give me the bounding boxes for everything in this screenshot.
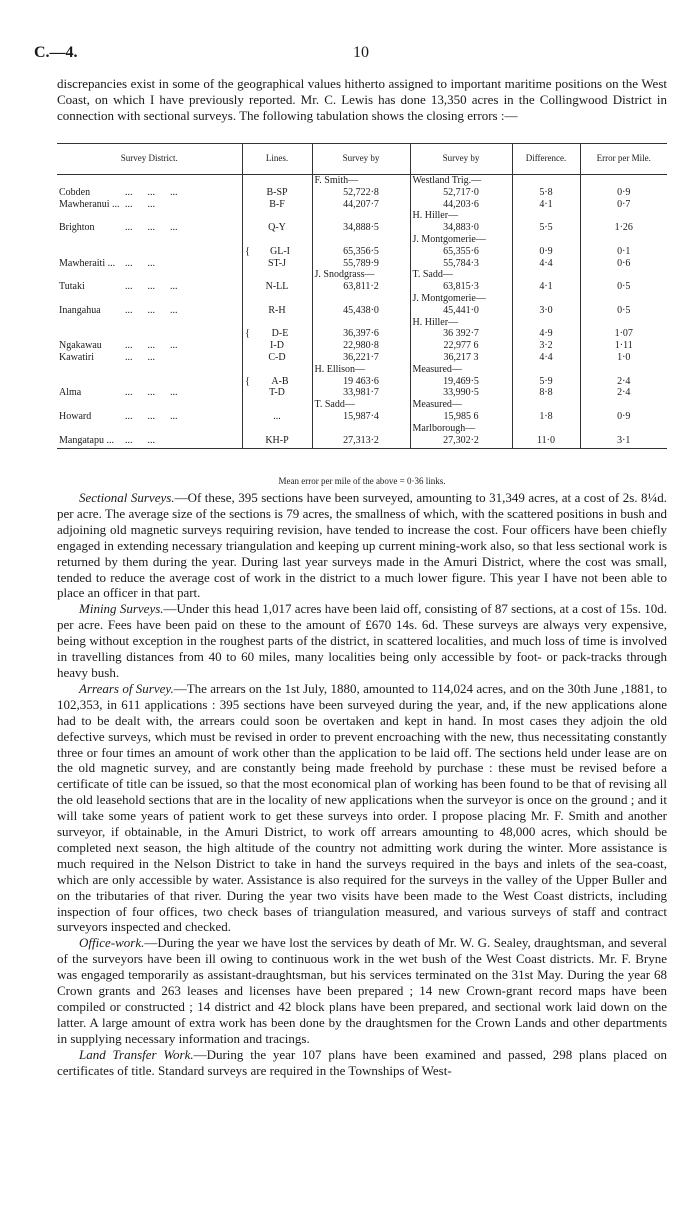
cell-value: 55,789·9 — [343, 257, 379, 269]
cell-value: 36 392·7 — [443, 328, 479, 340]
surveyor-name: F. Smith— — [314, 175, 359, 186]
error-per-mile-cell — [580, 175, 667, 211]
cell-value: 5·9 — [539, 375, 553, 387]
cell-value: 34,883·0 — [443, 222, 479, 234]
cell-value: 4·4 — [539, 351, 553, 363]
survey-by-2-cell — [410, 317, 512, 364]
table-row — [57, 364, 667, 399]
surveyor-name: Measured— — [412, 363, 462, 375]
district-name: Alma — [59, 387, 82, 399]
cell-value: 0·9 — [539, 245, 553, 257]
header-error-per-mile: Error per Mile. — [580, 144, 667, 175]
district-cell — [57, 269, 242, 293]
survey-by-2-cell — [410, 175, 512, 211]
district-cell — [57, 399, 242, 423]
leader-dots: ... ... ... — [125, 304, 178, 316]
survey-by-1-cell — [312, 234, 410, 269]
difference-cell — [512, 175, 580, 211]
cell-value: 0·7 — [617, 198, 631, 210]
survey-by-2-cell — [410, 399, 512, 423]
error-per-mile-cell — [580, 234, 667, 269]
cell-value: 44,203·6 — [443, 198, 479, 210]
error-per-mile-cell — [580, 317, 667, 364]
cell-value: 27,313·2 — [343, 434, 379, 446]
district-name: Mawheraiti ... — [59, 257, 116, 269]
cell-value: 5·8 — [539, 186, 553, 198]
cell-value: 22,980·8 — [343, 340, 379, 352]
surveyor-name: T. Sadd— — [412, 269, 453, 281]
surveyor-name: Marlborough— — [412, 422, 476, 434]
cell-value: 4·9 — [539, 328, 553, 340]
survey-by-1-cell — [312, 317, 410, 364]
cell-value: 22,977 6 — [443, 340, 479, 352]
surveyor-name: Measured— — [412, 399, 462, 411]
survey-by-1-cell — [312, 399, 410, 423]
error-per-mile-cell — [580, 293, 667, 317]
leader-dots: ... ... — [125, 434, 155, 446]
paragraph-text: —Under this head 1,017 acres have been laid off, consisting of 87 sections, at a cost of 15s. 10d. per acre. Fees have been paid on these to the amount of £670 14s. 6d. These surveys are always very expensive, being without exception in the roughest parts of the district, in scattered localities, and much loss of time is involved in travelling distances from 40 to 60 miles, many localities being only accessible by foot- or pack-tracks through heavy bush. — [57, 601, 668, 680]
surveyor-name: H. Ellison— — [314, 363, 366, 375]
brace-mark: { — [245, 245, 250, 257]
lines-cell — [242, 317, 312, 364]
district-name: Kawatiri — [59, 351, 94, 363]
cell-value: 63,815·3 — [443, 281, 479, 293]
leader-dots: ... ... ... — [125, 340, 178, 352]
cell-value: 0·1 — [617, 245, 631, 257]
table-header-row — [57, 144, 667, 175]
header-survey-by-1: Survey by — [312, 144, 410, 175]
cell-value: 55,784·3 — [443, 257, 479, 269]
survey-by-1-cell — [312, 423, 410, 449]
table-row — [57, 234, 667, 269]
surveyor-name: H. Hiller— — [412, 210, 459, 222]
cell-value: 65,355·6 — [443, 245, 479, 257]
survey-by-2-cell — [410, 293, 512, 317]
table-row — [57, 317, 667, 364]
cell-value: Q-Y — [268, 222, 286, 234]
body-paragraph — [57, 601, 667, 681]
difference-cell — [512, 423, 580, 449]
cell-value: 8·8 — [539, 387, 553, 399]
difference-cell — [512, 317, 580, 364]
surveyor-name: J. Montgomerie— — [412, 233, 486, 245]
body-paragraph — [57, 490, 667, 601]
header-difference: Difference. — [512, 144, 580, 175]
cell-value: 0·5 — [617, 281, 631, 293]
cell-value: 4·4 — [539, 257, 553, 269]
cell-value: 5·5 — [539, 222, 553, 234]
district-name: Mawheranui ... — [59, 198, 120, 210]
survey-by-1-cell — [312, 175, 410, 211]
difference-cell — [512, 269, 580, 293]
cell-value: 2·4 — [617, 375, 631, 387]
table-row — [57, 175, 667, 211]
paragraph-heading: Sectional Surveys. — [79, 490, 175, 505]
error-per-mile-cell — [580, 399, 667, 423]
cell-value: 0·9 — [617, 186, 631, 198]
district-cell — [57, 210, 242, 234]
lines-cell — [242, 423, 312, 449]
cell-value: 3·1 — [617, 434, 631, 446]
cell-value: 1·8 — [539, 410, 553, 422]
cell-value: 4·1 — [539, 198, 553, 210]
brace-mark: { — [245, 375, 250, 387]
cell-value: 34,888·5 — [343, 222, 379, 234]
leader-dots: ... ... ... — [125, 410, 178, 422]
district-name: Cobden — [59, 186, 91, 198]
district-name: Ngakawau — [59, 340, 102, 352]
page-header — [34, 0, 667, 61]
district-name: Tutaki — [59, 281, 85, 293]
district-cell — [57, 293, 242, 317]
paragraph-heading: Office-work. — [79, 935, 145, 951]
document-code: C.—4. — [34, 44, 78, 61]
header-survey-district: Survey District. — [57, 144, 242, 175]
table-row — [57, 293, 667, 317]
cell-value: 19 463·6 — [343, 375, 379, 387]
cell-value: 0·9 — [617, 410, 631, 422]
paragraph-text: —Of these, 395 sections have been surveyed, amounting to 31,349 acres, at a cost of 2s. 8¼d. per acre. The average size of the sections is 79 acres, the smallness of which, with the scattered positions in bush and adjoining old magnetic surveys requiring revision, have tended to increase the cost. Four officers have been chiefly engaged in extending necessary triangulation and keeping up current mining-work also, so that less sectional work is returned by them during the year. During last year surveys made in the Amuri District, where the cost was small, tended to reduce the average cost of work in the district to a much lower figure. This year I have not been able to place an officer in that part. — [57, 490, 667, 601]
body-paragraph — [57, 935, 667, 1046]
district-name: Howard — [59, 410, 92, 422]
surveyor-name: Westland Trig.— — [412, 175, 482, 186]
error-per-mile-cell — [580, 364, 667, 399]
survey-by-1-cell — [312, 210, 410, 234]
district-cell — [57, 364, 242, 399]
lines-cell — [242, 210, 312, 234]
district-name: Inangahua — [59, 304, 101, 316]
cell-value: B-SP — [266, 186, 288, 198]
leader-dots: ... ... ... — [125, 186, 178, 198]
lines-cell — [242, 175, 312, 211]
surveyor-name: H. Hiller— — [412, 316, 459, 328]
survey-by-2-cell — [410, 210, 512, 234]
difference-cell — [512, 364, 580, 399]
cell-value: 15,987·4 — [343, 410, 379, 422]
table-row — [57, 399, 667, 423]
header-survey-by-2: Survey by — [410, 144, 512, 175]
survey-by-2-cell — [410, 423, 512, 449]
table-row — [57, 423, 667, 449]
cell-value: 65,356·5 — [343, 245, 379, 257]
cell-value: 19,469·5 — [443, 375, 479, 387]
survey-by-2-cell — [410, 234, 512, 269]
cell-value: ... — [273, 410, 281, 422]
lines-cell — [242, 234, 312, 269]
cell-value: KH-P — [265, 434, 289, 446]
cell-value: 3·0 — [539, 304, 553, 316]
cell-value: 1·26 — [614, 222, 633, 234]
cell-value: ST-J — [268, 257, 286, 269]
leader-dots: ... ... — [125, 257, 155, 269]
cell-value: I-D — [270, 340, 284, 352]
paragraph-heading: Land Transfer Work. — [79, 1046, 194, 1062]
mean-error-note: Mean error per mile of the above = 0·36 links. — [278, 476, 446, 486]
cell-value: 36,217 3 — [443, 351, 479, 363]
cell-value: D-E — [271, 328, 289, 340]
district-cell — [57, 317, 242, 364]
district-cell — [57, 423, 242, 449]
paragraph-text: —During the year we have lost the services by death of Mr. W. G. Sealey, draughtsman, and several of the surveyors have been ill owing to continuous work in the wet bush of the West Coast districts. Mr. F. Bryne was engaged temporarily as assistant-draughtsman, but his services terminated on the 31st May. During the year 68 Crown grants and 263 leases and licenses have been prepared ; 14 new Crown-grant record maps have been compiled or constructed ; 14 district and 42 block plans have been prepared, and sectional work laid down on the latter. A large amount of extra work has been done by the draughtsmen for the Crown Lands and other departments in supplying necessary information and tracings. — [57, 935, 667, 1046]
paragraph-heading: Mining Surveys. — [79, 601, 164, 617]
cell-value: 0·6 — [617, 257, 631, 269]
document-page — [34, 0, 668, 1078]
cell-value: 3·2 — [539, 340, 553, 352]
cell-value: 2·4 — [617, 387, 631, 399]
error-per-mile-cell — [580, 423, 667, 449]
cell-value: 44,207·7 — [343, 198, 379, 210]
cell-value: 45,441·0 — [443, 304, 479, 316]
lines-cell — [242, 364, 312, 399]
difference-cell — [512, 234, 580, 269]
leader-dots: ... ... ... — [125, 222, 178, 234]
district-name: Brighton — [59, 222, 95, 234]
paragraph-text: —The arrears on the 1st July, 1880, amounted to 114,024 acres, and on the 30th June ,1881, to 102,353, in 611 applications : 395 sections have been surveyed during the year, and, if the new applications alone had to be dealt with, the arrears could soon be overtaken and kept in hand. In most cases they adjoin the old defective surveys, which must be revised in order to prevent encroaching with the new, thus necessitating constantly three or four times an amount of work other than the application to be laid off. The sections held under lease are on the old magnetic survey, and are constantly being made freehold by purchase : these must be revised before a certificate of title can be issued, so that the most economical plan of working has been found to be that of revising all the old leasehold sections that are in the locality of new applications when the surveyor is once on the ground ; and it will take some years of patient work to get these surveys into order. I propose placing Mr. F. Smith and another surveyor, if obtainable, in the Amuri District, to work off arrears amounting to 48,000 acres, which should be completed next season, the high altitude of the country not admitting work during the winter. More assistance is much required in the Nelson District to take in hand the surveys required in the bays and inlets of the sea-coast, which are only accessible by water. Assistance is also required for the surveys in the valley of the Upper Buller and on the tributaries of that river. During the year two visits have been made to the West Coast districts, including inspection of four offices, two check bases of triangulation measured, and various surveys of staff and contract surveyors inspected and checked. — [57, 680, 667, 935]
page-number: 10 — [353, 44, 369, 61]
cell-value: A-B — [271, 375, 289, 387]
surveyor-name: J. Snodgrass— — [314, 269, 375, 281]
body-text — [57, 490, 667, 1079]
paragraph-heading: Arrears of Survey. — [79, 680, 174, 696]
cell-value: 63,811·2 — [343, 281, 379, 293]
surveyor-name: J. Montgomerie— — [412, 292, 486, 304]
body-paragraph — [57, 1047, 667, 1079]
leader-dots: ... ... — [125, 198, 155, 210]
cell-value: C-D — [268, 351, 286, 363]
lines-cell — [242, 293, 312, 317]
cell-value: 45,438·0 — [343, 304, 379, 316]
district-cell — [57, 175, 242, 211]
error-per-mile-cell — [580, 269, 667, 293]
cell-value: 4·1 — [539, 281, 553, 293]
cell-value: 15,985 6 — [443, 410, 479, 422]
cell-value: 36,221·7 — [343, 351, 379, 363]
cell-value: 33,981·7 — [343, 387, 379, 399]
header-lines: Lines. — [242, 144, 312, 175]
cell-value: N-LL — [265, 281, 289, 293]
difference-cell — [512, 399, 580, 423]
leader-dots: ... ... ... — [125, 281, 178, 293]
table-body — [57, 175, 667, 449]
survey-by-1-cell — [312, 269, 410, 293]
intro-paragraph: discrepancies exist in some of the geographical values hitherto assigned to important maritime positions on the West Coast, on which I have previously reported. Mr. C. Lewis has done 13,350 acres in the Collingwood District in connection with sectional surveys. The following tabulation shows the closing errors :— — [57, 76, 667, 123]
lines-cell — [242, 269, 312, 293]
cell-value: 0·5 — [617, 304, 631, 316]
cell-value: 52,717·0 — [443, 186, 479, 198]
cell-value: 1·0 — [617, 351, 631, 363]
difference-cell — [512, 293, 580, 317]
table-row — [57, 269, 667, 293]
paragraph-text: —During the year 107 plans have been examined and passed, 298 plans placed on certificates of title. Standard surveys are required in the Townships of West- — [57, 1046, 667, 1078]
survey-by-2-cell — [410, 364, 512, 399]
cell-value: GL-I — [270, 245, 290, 257]
cell-value: 33,990·5 — [443, 387, 479, 399]
cell-value: 36,397·6 — [343, 328, 379, 340]
district-name: Mangatapu ... — [59, 434, 114, 446]
body-paragraph — [57, 681, 667, 936]
cell-value: 1·11 — [614, 340, 633, 352]
cell-value: 11·0 — [537, 434, 555, 446]
survey-by-1-cell — [312, 364, 410, 399]
lines-cell — [242, 399, 312, 423]
error-per-mile-cell — [580, 210, 667, 234]
district-cell — [57, 234, 242, 269]
brace-mark: { — [245, 328, 250, 340]
leader-dots: ... ... ... — [125, 387, 178, 399]
table-row — [57, 210, 667, 234]
cell-value: R-H — [268, 304, 286, 316]
difference-cell — [512, 210, 580, 234]
cell-value: 52,722·8 — [343, 186, 379, 198]
cell-value: 27,302·2 — [443, 434, 479, 446]
survey-by-2-cell — [410, 269, 512, 293]
survey-by-1-cell — [312, 293, 410, 317]
cell-value: T-D — [269, 387, 285, 399]
cell-value: 1·07 — [614, 328, 633, 340]
surveyor-name: T. Sadd— — [314, 399, 355, 411]
cell-value: B-F — [269, 198, 285, 210]
closing-errors-table — [57, 143, 667, 449]
leader-dots: ... ... — [125, 351, 155, 363]
